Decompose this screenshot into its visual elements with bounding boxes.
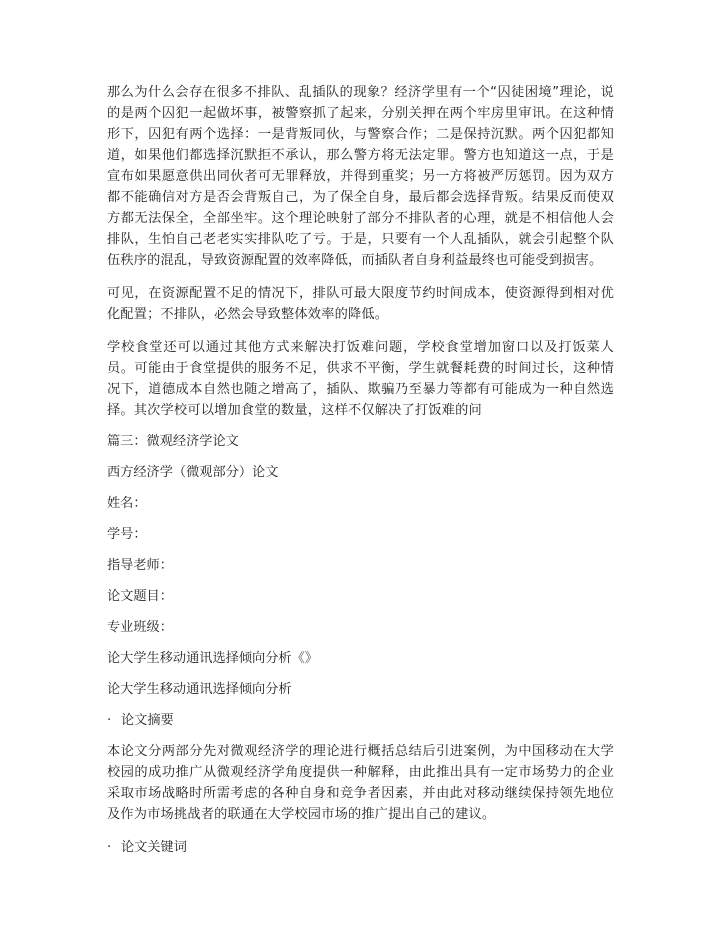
thesis-topic: 论大学生移动通讯选择倾向分析	[107, 682, 292, 697]
body-paragraph-prisoners-dilemma: 那么为什么会存在很多不排队、乱插队的现象？经济学里有一个“囚徒困境”理论，说的是两个囚犯一起做坏事，被警察抓了起来，分别关押在两个牢房里审讯。在这种情形下，囚犯有两个选择：一是背叛同伙，与警察合作；二是保持沉默。两个囚犯都知道，如果他们都选择沉默拒不承认，那么警方将无法定罪。警方也知道这一点，于是宣布如果愿意供出同伙者可无罪释放，并得到重奖；另一方将被严厉惩罚。因为双方都不能确信对方是否会背叛自己，为了保全自身，最后都会选择背叛。结果反而使双方都无法保全，全部坐牢。这个理论映射了部分不排队者的心理，就是不相信他人会排队，生怕自己老老实实排队吃了亏。于是，只要有一个人乱插队，就会引起整个队伍秩序的混乱，导致资源配置的效率降低，而插队者自身利益最终也可能受到损害。	[107, 85, 614, 268]
name-field-label: 姓名：	[107, 496, 147, 511]
section-heading: 篇三：微观经济学论文	[107, 434, 239, 449]
paper-title: 西方经济学（微观部分）论文	[107, 465, 279, 480]
bullet-icon: ·	[107, 840, 112, 855]
advisor-field-label: 指导老师：	[107, 558, 173, 573]
body-paragraph-canteen: 学校食堂还可以通过其他方式来解决打饭难问题，学校食堂增加窗口以及打饭菜人员。可能由于食堂提供的服务不足，供求不平衡，学生就餐耗费的时间过长，这种情况下，道德成本自然也随之增高了，插队、欺骗乃至暴力等都有可能成为一种自然选择。其次学校可以增加食堂的数量，这样不仅解决了打饭难的问	[107, 340, 614, 418]
keywords-heading	[107, 837, 614, 858]
bullet-icon: ·	[107, 713, 112, 728]
student-id-field-label: 学号：	[107, 527, 147, 542]
major-class-field-label: 专业班级：	[107, 620, 173, 635]
keywords-heading-label: 论文关键词	[121, 840, 187, 855]
abstract-paragraph: 本论文分两部分先对微观经济学的理论进行概括总结后引进案例，为中国移动在大学校园的成功推广从微观经济学角度提供一种解释，由此推出具有一定市场势力的企业采取市场战略时所需考虑的各种自身和竞争者因素，并由此对移动继续保持领先地位及作为市场挑战者的联通在大学校园市场的推广提出自己的建议。	[107, 744, 614, 822]
abstract-heading	[107, 710, 614, 731]
body-paragraph-conclusion: 可见，在资源配置不足的情况下，排队可最大限度节约时间成本，使资源得到相对优化配置；不排队，必然会导致整体效率的降低。	[107, 286, 614, 322]
abstract-heading-label: 论文摘要	[121, 713, 174, 728]
document-page	[107, 82, 614, 868]
thesis-title-field-label: 论文题目：	[107, 589, 173, 604]
thesis-topic-with-brackets: 论大学生移动通讯选择倾向分析《》	[107, 651, 318, 666]
